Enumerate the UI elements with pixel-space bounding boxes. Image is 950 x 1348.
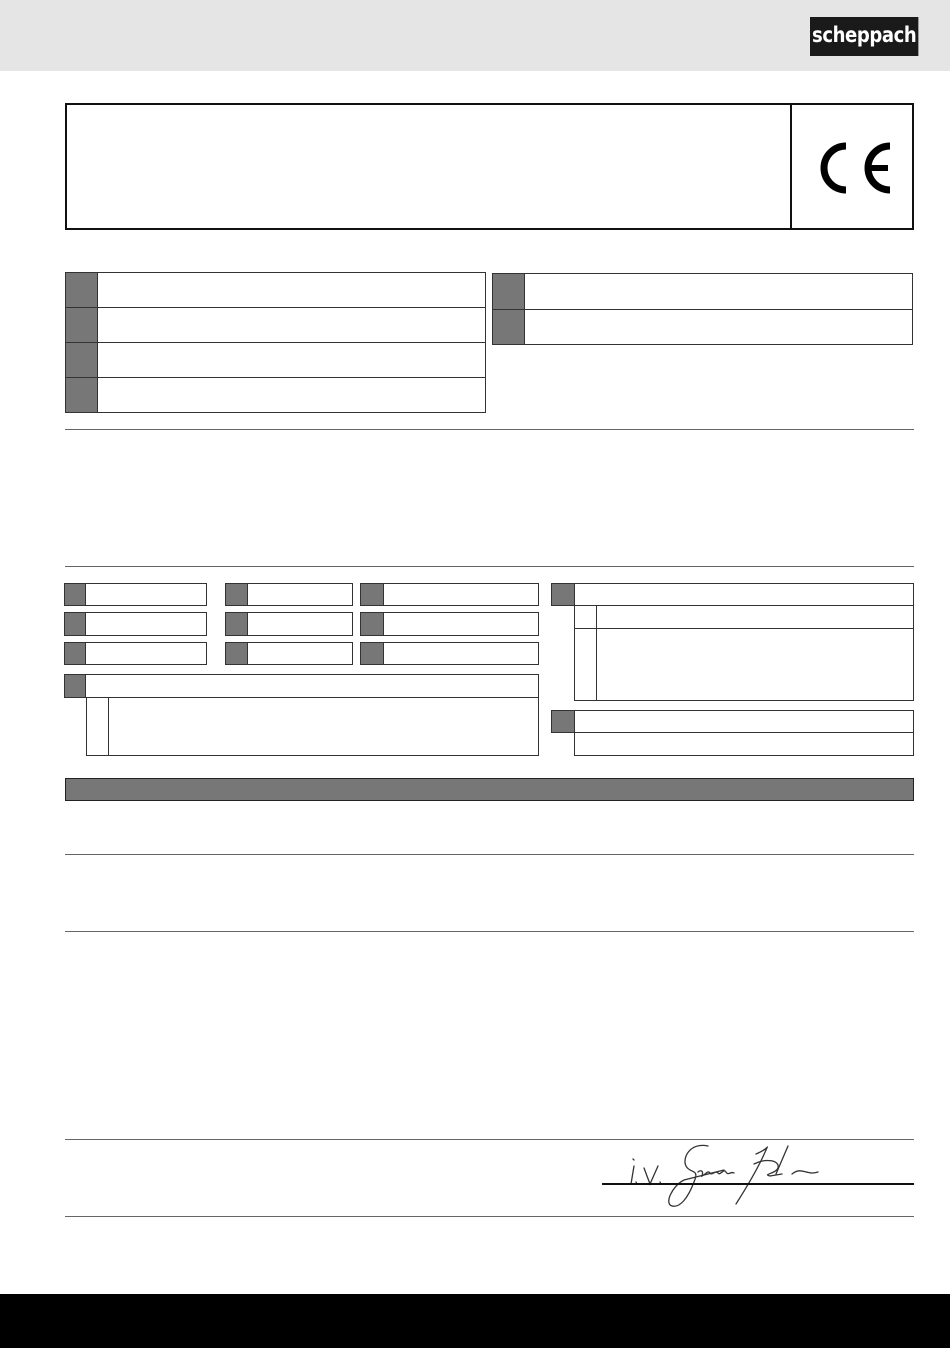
directive-subfield — [574, 628, 914, 701]
signature-line — [602, 1183, 914, 1185]
field-tag — [493, 310, 525, 344]
section-divider — [65, 1216, 914, 1217]
directive-field — [360, 642, 539, 665]
field-tag — [493, 274, 525, 309]
subfield-divider — [596, 629, 597, 700]
directive-field-right — [551, 583, 914, 606]
section-divider — [65, 931, 914, 932]
header-band — [0, 0, 950, 71]
product-field-4 — [65, 377, 486, 413]
subfield-divider — [108, 698, 109, 755]
signature-image — [620, 1140, 825, 1212]
directive-field — [225, 642, 353, 665]
field-tag — [65, 675, 86, 697]
field-tag — [66, 273, 98, 307]
field-tag — [65, 643, 86, 664]
footer-bar — [0, 1294, 950, 1348]
standards-header-bar — [65, 778, 914, 801]
product-field-1 — [65, 272, 486, 308]
directive-field — [64, 583, 207, 606]
field-tag — [66, 343, 98, 377]
field-tag — [65, 584, 86, 605]
directive-field — [64, 642, 207, 665]
section-divider — [65, 566, 914, 567]
directive-field-wide — [64, 674, 539, 698]
directive-subfield — [86, 697, 539, 756]
directive-subfield — [574, 605, 914, 629]
field-tag — [226, 643, 248, 664]
field-tag — [361, 613, 384, 635]
field-tag — [226, 584, 248, 605]
product-field-5 — [492, 273, 913, 310]
field-tag — [226, 613, 248, 635]
field-tag — [361, 643, 384, 664]
directive-field — [360, 612, 539, 636]
product-field-3 — [65, 342, 486, 378]
brand-logo — [810, 17, 918, 56]
field-tag — [65, 613, 86, 635]
field-tag — [361, 584, 384, 605]
field-tag — [66, 308, 98, 342]
directive-subfield — [574, 732, 914, 756]
brand-logo-text: scheppach — [812, 23, 917, 47]
directive-field — [225, 583, 353, 606]
directive-field-right — [551, 710, 914, 733]
field-tag — [552, 711, 575, 732]
field-tag — [552, 584, 575, 605]
directive-field — [225, 612, 353, 636]
product-field-6 — [492, 309, 913, 345]
ce-mark-icon — [812, 140, 894, 196]
section-divider — [65, 429, 914, 430]
field-tag — [66, 378, 98, 412]
directive-field — [64, 612, 207, 636]
directive-field — [360, 583, 539, 606]
subfield-divider — [596, 606, 597, 628]
section-divider — [65, 854, 914, 855]
product-field-2 — [65, 307, 486, 343]
declaration-title-box — [65, 103, 914, 230]
